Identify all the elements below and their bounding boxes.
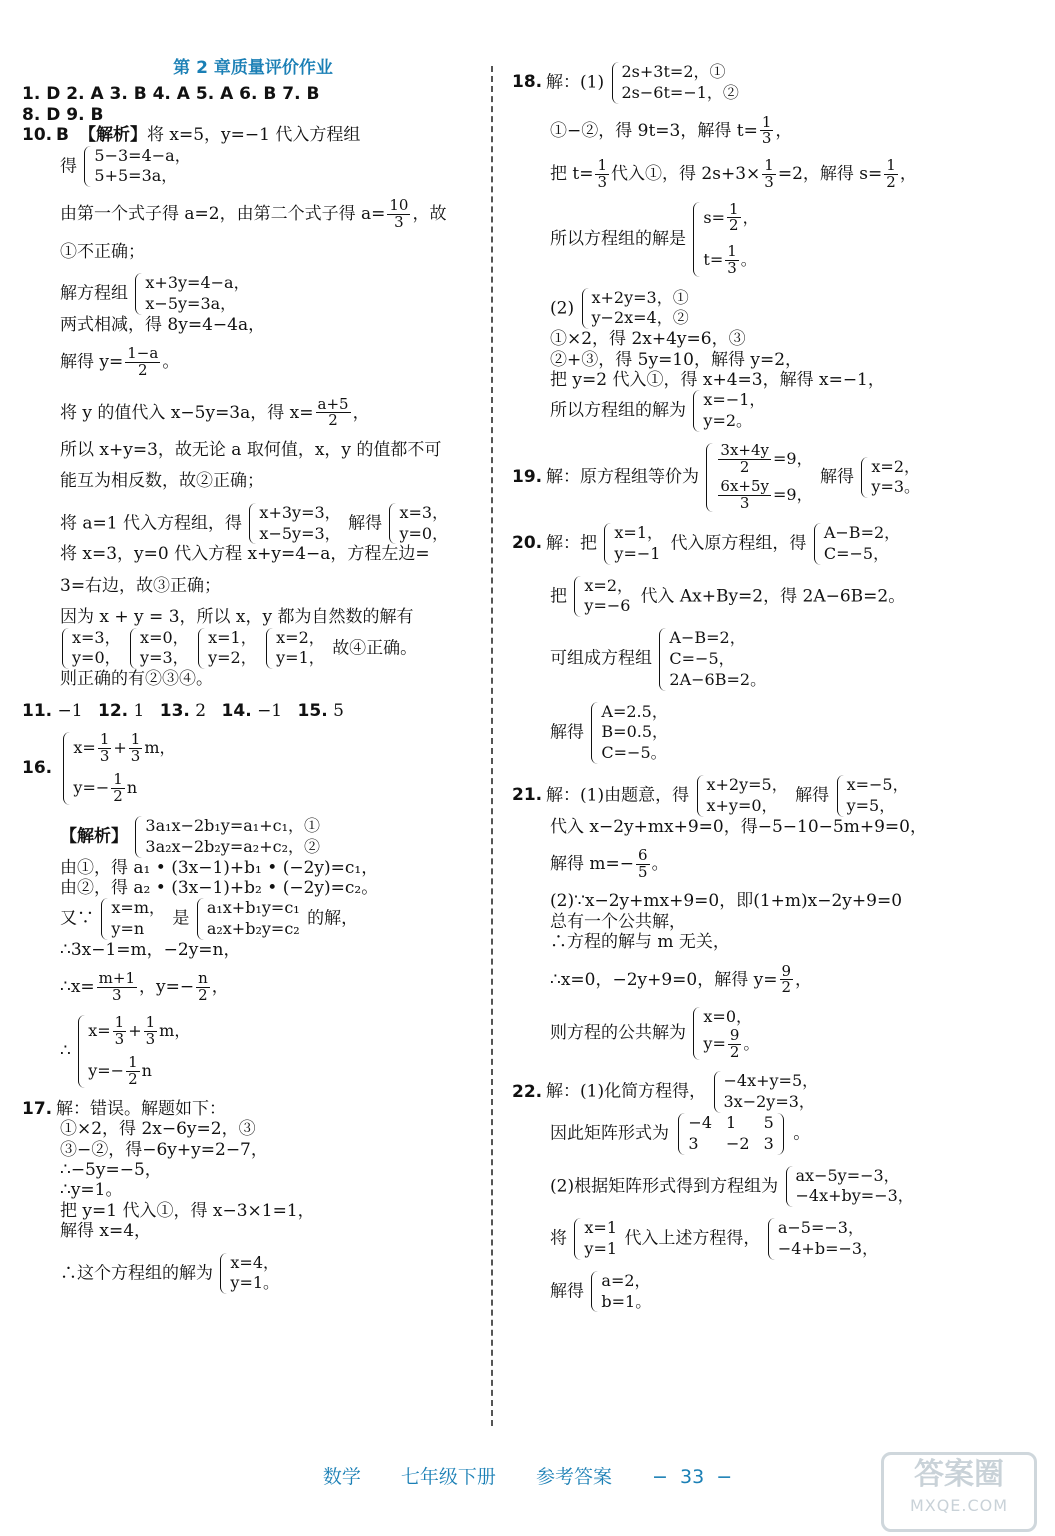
q10-header: 10. B 【解析】将 x=5，y=−1 代入方程组 [22,125,361,146]
page-title: 第 2 章质量评价作业 [173,58,333,78]
q10-natural-solutions: x=3， y=0， x=0， y=3， x=1， y=2， x=2， y=1， 故④正确。 [22,628,484,670]
q10-line-5: 解得 y= $\frac{1-a}{2}$ 。 [60,344,180,379]
q10-line-4: 两式相减，得 8y=4−4a， [60,314,266,335]
q16-analysis-system: 【解析】 3a₁x−2b₁y=a₁+c₁，① 3a₂x−2b₂y=a₂+c₂，② [60,815,320,856]
q10-line-9: 将 a=1 代入方程组，得 x+3y=3， x−5y=3， 解得 x=3， y=0， [60,502,449,543]
q22-matrix-line: 因此矩阵形式为 −4 1 5 3 −2 3 。 [550,1112,811,1153]
q17-line-6: 解得 x=4， [60,1221,152,1242]
q18-line-4: ①×2，得 2x+4y=6，③ [550,329,746,350]
q21-line-4: (2)∵x−2y+mx+9=0，即(1+m)x−2y+9=0 [550,891,903,912]
choice-answers-8-9: 8. D 9. B [22,104,104,125]
coefficient-matrix: −4 1 5 3 −2 3 [678,1113,783,1155]
q10-line-6: 将 y 的值代入 x−5y=3a，得 x= $\frac{a+5}{2}$ ， [60,394,370,430]
footer-subject: 数学 [322,1466,361,1488]
q16-line-6: ∴ x= $\frac{1}{3}$ + $\frac{1}{3}$ m， y=− $\frac{1}{2}$ n [60,1012,191,1089]
q20-line-2: 把 x=2， y=−6 代入 Ax+By=2，得 2A−6B=2。 [550,575,906,616]
q21-line-3: 解得 m=− $\frac{6}{5}$ 。 [550,845,669,881]
q10-line-1: 由第一个式子得 a=2，由第二个式子得 a= $\frac{10}{3}$ ，故 [60,196,447,231]
q10-line-7: 所以 x+y=3，故无论 a 取何值，x，y 的值都不可 [60,440,442,461]
column-divider [491,66,493,1426]
q17-line-2: ③−②，得−6y+y=2−7， [60,1139,268,1160]
q18-line-6: 把 y=2 代入①，得 x+4=3，解得 x=−1， [550,369,885,390]
q21-line-6: ∴方程的解与 m 无关， [550,932,730,953]
q10-line-12: 因为 x + y = 3，所以 x，y 都为自然数的解有 [60,607,414,628]
right-column [512,52,1032,1312]
choice-answers-1-7: 1. D 2. A 3. B 4. A 5. A 6. B 7. B [22,84,320,105]
q21-line-5: 总有一个公共解， [550,911,686,932]
q20-line-1: 20. 解：把 x=1， y=−1 代入原方程组，得 A−B=2， C=−5， [512,522,901,563]
q18-line-1: ①−②，得 9t=3，解得 t= $\frac{1}{3}$ ， [550,112,793,148]
q21-solution: 则方程的公共解为 x=0， y= $\frac{9}{2}$ 。 [550,1007,760,1061]
q16-line-2: 由②，得 a₂ • (3x−1)+b₂ • (−2y)=c₂。 [60,877,379,898]
q10-line-11: 3=右边，故③正确； [60,575,222,596]
q21-line-2: 代入 x−2y+mx+9=0，得−5−10−5m+9=0， [550,816,927,837]
q19-answer: 19. 解：原方程组等价为 $\frac{3x+4y}{2}$ =9， $\frac{6x+5y}{3}$ =9， 解得 x=2， y=3。 [512,440,921,513]
q16-line-1: 由①，得 a₁ • (3x−1)+b₁ • (−2y)=c₁， [60,857,379,878]
q16-line-3: 又∵ x=m， y=n 是 a₁x+b₁y=c₁ a₂x+b₂y=c₂ 的解， [60,898,359,939]
q10-line-8: 能互为相反数，故②正确； [60,471,264,492]
q18-system-2: (2) x+2y=3，① y−2x=4，② [550,287,689,328]
q18-solution-2: 所以方程组的解为 x=−1， y=2。 [550,390,766,431]
q18-line-2: 把 t= $\frac{1}{3}$ 代入①，得 2s+3× $\frac{1}{3}$ =2，解得 s= $\frac{1}{2}$ ， [550,156,917,191]
page-number: − 33 − [652,1466,733,1488]
q16-line-4: ∴3x−1=m，−2y=n， [60,939,241,960]
q22-line-1: 22. 解：(1)化简方程得， −4x+y=5， 3x−2y=3， [512,1071,819,1112]
q10-conclusion: 则正确的有②③④。 [60,669,213,690]
q20-line-3: 可组成方程组 A−B=2， C=−5， 2A−6B=2。 [550,628,767,689]
footer-answers: 参考答案 [535,1466,612,1488]
q17-line-4: ∴y=1。 [60,1180,123,1201]
q10-system-1: 得 5−3=4−a， 5+5=3a， [60,145,191,186]
fill-answers-11-15: 11. −1 12. 1 13. 2 14. −1 15. 5 [22,700,344,721]
q21-line-7: ∴x=0，−2y+9=0，解得 y= $\frac{9}{2}$ ， [550,961,813,997]
footer-grade: 七年级下册 [400,1466,496,1488]
q10-system-2: 解方程组 x+3y=4−a， x−5y=3a， [60,273,250,313]
q20-solution: 解得 A=2.5， B=0.5， C=−5。 [550,701,669,763]
q10-line-2: ①不正确； [60,241,145,262]
q22-line-3: (2)根据矩阵形式得到方程组为 ax−5y=−3， −4x+by=−3， [550,1165,914,1206]
q17-line-3: ∴−5y=−5， [60,1159,162,1180]
q17-final: ∴这个方程组的解为 x=4， y=1。 [60,1252,280,1293]
q10-line-10: 将 x=3，y=0 代入方程 x+y=4−a，方程左边= [60,544,430,565]
q16-answer: 16. x= $\frac{1}{3}$ + $\frac{1}{3}$ m， y=− $\frac{1}{2}$ n [22,729,176,806]
q17-line-1: ①×2，得 2x−6y=2，③ [60,1119,256,1140]
q22-line-4: 将 x=1 y=1 代入上述方程得， a−5=−3， −4+b=−3， [550,1218,879,1258]
left-column [22,52,484,1294]
q17-line-5: 把 y=1 代入①，得 x−3×1=1， [60,1200,315,1221]
q18-solution-1: 所以方程组的解是 s= $\frac{1}{2}$ ， t= $\frac{1}{3}$ 。 [550,199,759,277]
q18-line-5: ②+③，得 5y=10，解得 y=2， [550,349,803,370]
q16-line-5: ∴x= $\frac{m+1}{3}$ ，y=− $\frac{n}{2}$ ， [60,969,229,1005]
q21-line-1: 21. 解：(1)由题意，得 x+2y=5， x+y=0， 解得 x=−5， y=5， [512,774,909,815]
q18-system-1: 18. 解：(1) 2s+3t=2，① 2s−6t=−1，② [512,62,739,102]
q22-solution: 解得 a=2， b=1。 [550,1270,652,1311]
watermark-logo: 答案圈 MXQE.COM [881,1452,1037,1532]
q17-line-0: 17. 解：错误。解题如下： [22,1098,226,1119]
